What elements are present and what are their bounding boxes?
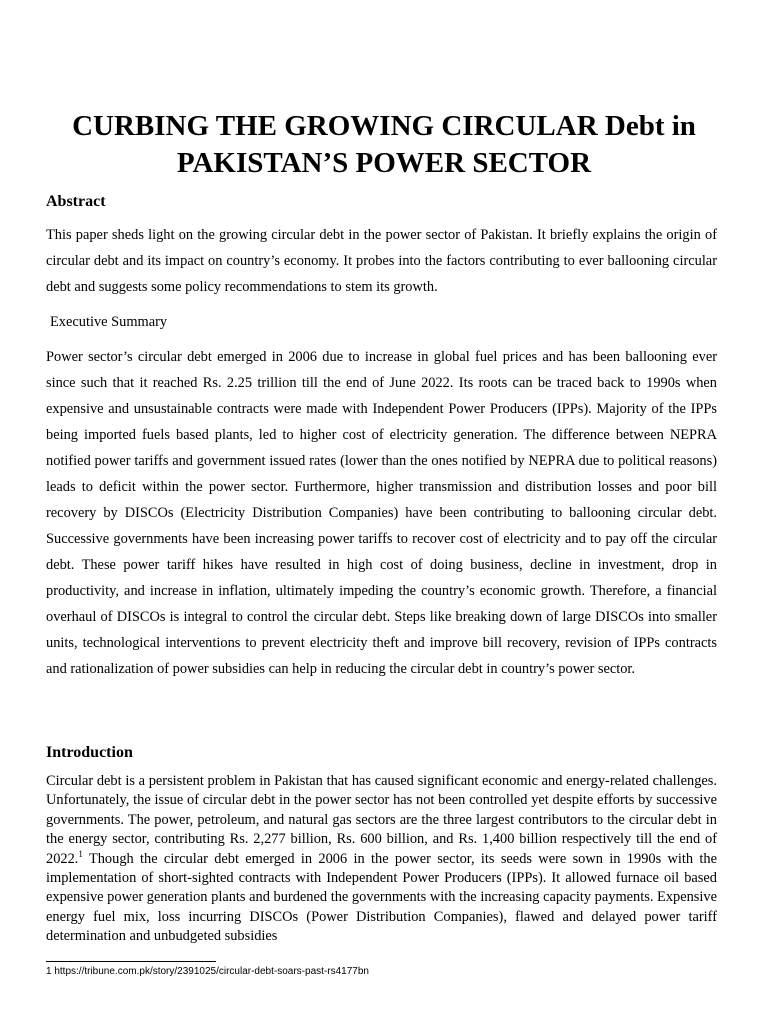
executive-summary-heading: Executive Summary — [50, 314, 168, 330]
footnote-text: 1 https://tribune.com.pk/story/2391025/circular-debt-soars-past-rs4177bn — [46, 966, 369, 977]
title-line-2: PAKISTAN’S POWER SECTOR — [176, 147, 592, 179]
abstract-heading: Abstract — [46, 193, 106, 210]
introduction-text — [46, 772, 717, 947]
abstract-text: This paper sheds light on the growing circular debt in the power sector of Pakistan. It briefly explains the origin of circular debt and its impact on country’s economy. It probes into the factors contributing to ever ballooning circular debt and suggests some policy recommendations to stem its growth. — [46, 227, 717, 295]
footnote-reference-link[interactable]: 1 — [78, 848, 83, 859]
page-title — [30, 108, 738, 182]
executive-summary-text: Power sector’s circular debt emerged in 2006 due to increase in global fuel prices and has been ballooning ever since such that it reached Rs. 2.25 trillion till the end of June 2022. Its roots can be traced back to 1990s when expensive and unsustainable contracts were made with Independent Power Producers (IPPs). Majority of the IPPs being imported fuels based plants, led to higher cost of electricity generation. The difference between NEPRA notified power tariffs and government issued rates (lower than the ones notified by NEPRA due to political reasons) leads to deficit within the power sector. Furthermore, higher transmission and distribution losses and poor bill recovery by DISCOs (Electricity Distribution Companies) have been contributing to ballooning circular debt. Successive governments have been increasing power tariffs to recover cost of electricity and to pay off the circular debt. These power tariff hikes have resulted in high cost of doing business, decline in investment, drop in productivity, and increase in inflation, ultimately impeding the country’s economic growth. Therefore, a financial overhaul of DISCOs is integral to control the circular debt. Steps like breaking down of large DISCOs into smaller units, technological interventions to prevent electricity theft and improve bill recovery, revision of IPPs contracts and rationalization of power subsidies can help in reducing the circular debt in country’s power sector. — [46, 349, 717, 677]
introduction-text-part-1: Circular debt is a persistent problem in Pakistan that has caused significant economic and energy-related challenges. Unfortunately, the issue of circular debt in the power sector has not been controlled yet despite efforts by successive governments. The power, petroleum, and natural gas sectors are the three largest contributors to the circular debt in the energy sector, contributing Rs. 2,277 billion, Rs. 600 billion, and Rs. 1,400 billion respectively till the end of 2022. — [46, 773, 717, 867]
title-line-1: CURBING THE GROWING CIRCULAR Debt in — [72, 110, 696, 142]
introduction-text-part-2: Though the circular debt emerged in 2006 in the power sector, its seeds were sown in 1990s with the implementation of short-sighted contracts with Independent Power Producers (IPPs). It allowed furnace oil based expensive power generation plants and burdened the governments with the increasing capacity payments. Expensive energy fuel mix, loss incurring DISCOs (Power Distribution Companies), flawed and delayed power tariff determination and unbudgeted subsidies — [46, 850, 717, 945]
introduction-heading: Introduction — [46, 744, 133, 761]
footnote-divider — [46, 961, 216, 962]
